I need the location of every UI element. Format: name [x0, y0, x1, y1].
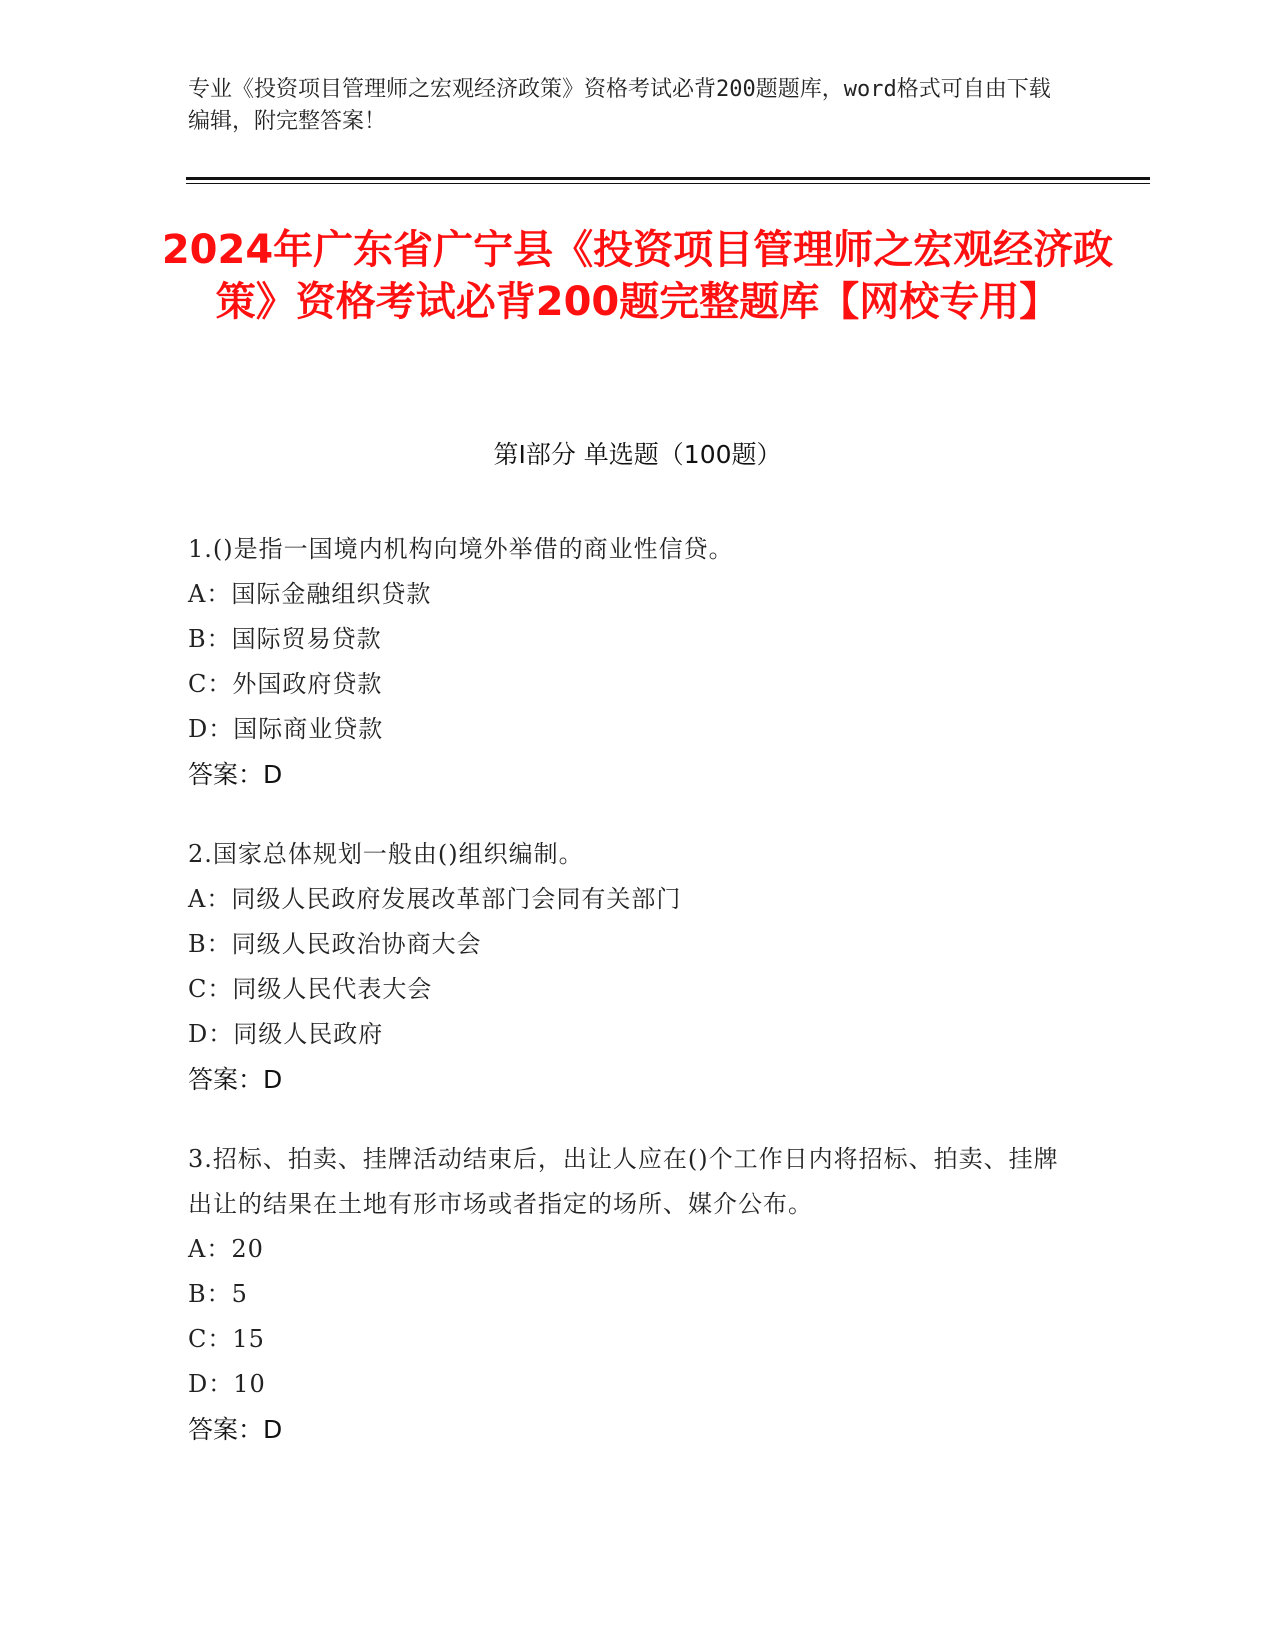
- question-text: 3.招标、拍卖、挂牌活动结束后，出让人应在()个工作日内将招标、拍卖、挂牌出让的结果在土地有形市场或者指定的场所、媒介公布。: [188, 1145, 1059, 1218]
- header-divider-thin: [186, 183, 1150, 184]
- answer: 答案：D: [188, 760, 283, 789]
- question-text: 2.国家总体规划一般由()组织编制。: [188, 840, 584, 868]
- option-c: C：外国政府贷款: [188, 670, 383, 698]
- question-text: 1.()是指一国境内机构向境外举借的商业性信贷。: [188, 535, 734, 563]
- question-2: [188, 832, 1078, 1102]
- option-a: A：20: [188, 1235, 264, 1263]
- option-d: D：同级人民政府: [188, 1020, 384, 1048]
- answer: 答案：D: [188, 1065, 283, 1094]
- option-b: B：国际贸易贷款: [188, 625, 382, 653]
- option-b: B：5: [188, 1280, 248, 1308]
- header-note: 专业《投资项目管理师之宏观经济政策》资格考试必背200题题库，word格式可自由下载编辑，附完整答案！: [188, 77, 1051, 134]
- option-b: B：同级人民政治协商大会: [188, 930, 482, 958]
- header-divider-thick: [186, 177, 1150, 180]
- option-a: A：国际金融组织贷款: [188, 580, 432, 608]
- document-title: 2024年广东省广宁县《投资项目管理师之宏观经济政策》资格考试必背200题完整题库【网校专用】: [161, 227, 1114, 325]
- answer: 答案：D: [188, 1415, 283, 1444]
- option-c: C：同级人民代表大会: [188, 975, 433, 1003]
- section-heading: 第I部分 单选题（100题）: [493, 440, 782, 469]
- question-1: [188, 527, 1078, 797]
- option-d: D：国际商业贷款: [188, 715, 384, 743]
- option-d: D：10: [188, 1370, 266, 1398]
- option-c: C：15: [188, 1325, 265, 1353]
- question-3: [188, 1137, 1078, 1452]
- option-a: A：同级人民政府发展改革部门会同有关部门: [188, 885, 682, 913]
- question-list: [188, 527, 1078, 1487]
